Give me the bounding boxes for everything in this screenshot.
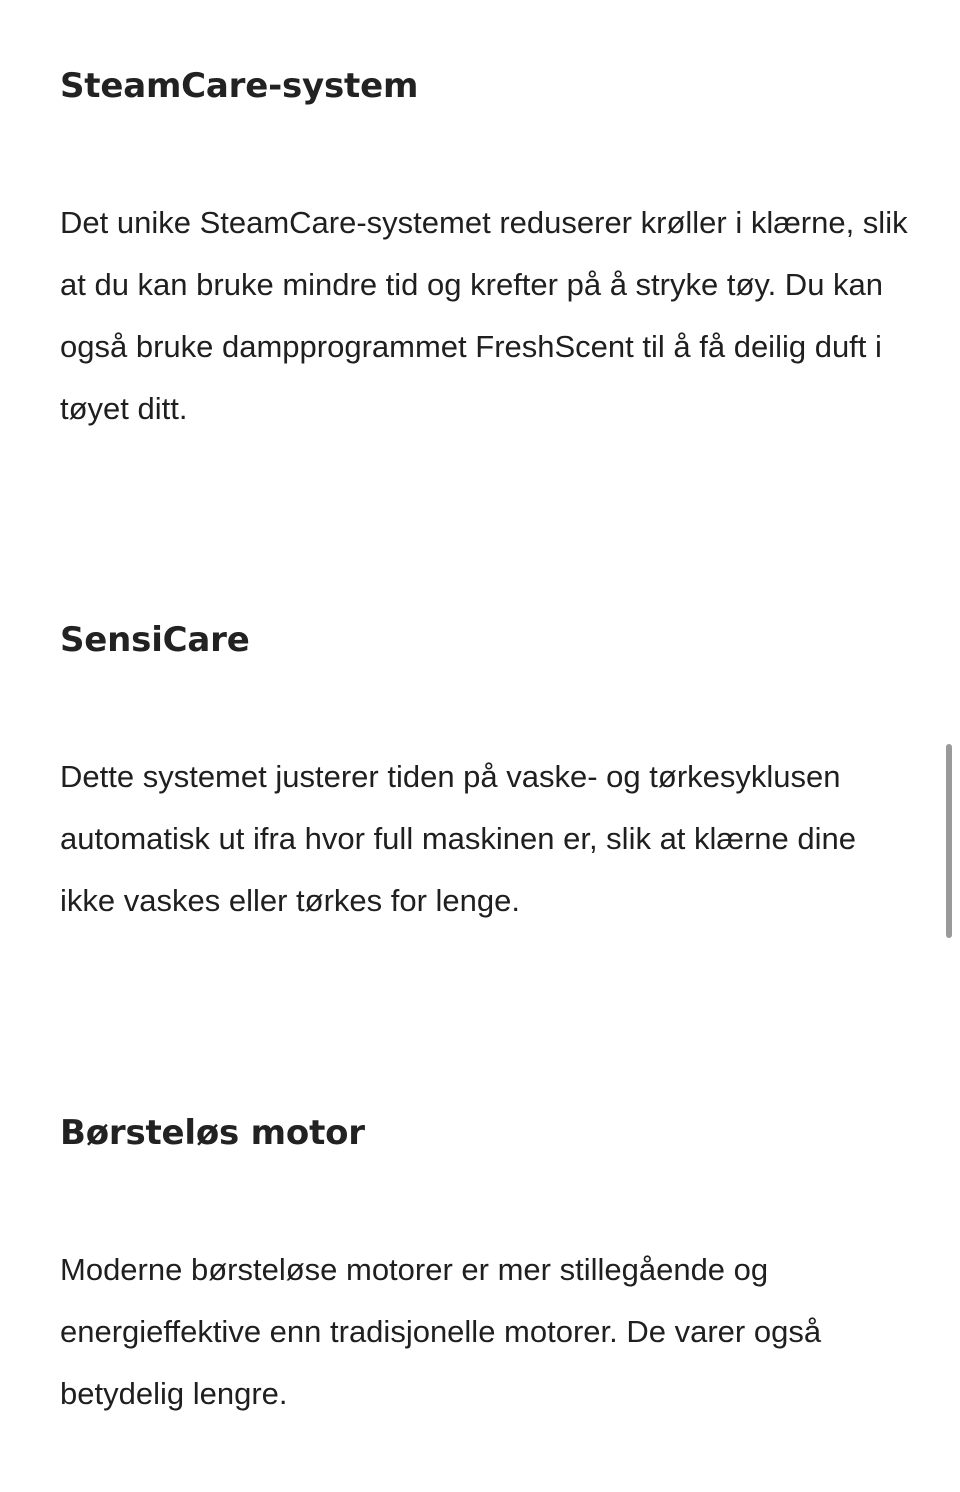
feature-description: Dette systemet justerer tiden på vaske- og tørkesyklusen automatisk ut ifra hvor full maskinen er, slik at klærne dine ikke vaskes eller tørkes for lenge.: [60, 759, 857, 918]
feature-title: SteamCare-system: [60, 66, 419, 106]
feature-brushless-motor: [60, 1113, 910, 1425]
feature-title: SensiCare: [60, 620, 250, 660]
feature-description: Moderne børsteløse motorer er mer stillegående og energieffektive enn tradisjonelle motorer. De varer også betydelig lengre.: [60, 1252, 822, 1411]
feature-title: Børsteløs motor: [60, 1113, 365, 1153]
feature-description: Det unike SteamCare-systemet reduserer krøller i klærne, slik at du kan bruke mindre tid og krefter på å stryke tøy. Du kan også bruke dampprogrammet FreshScent til å få deilig duft i tøyet ditt.: [60, 205, 908, 426]
feature-sensicare: [60, 620, 910, 932]
vertical-scrollbar[interactable]: [946, 744, 952, 938]
feature-steamcare: [60, 66, 910, 440]
